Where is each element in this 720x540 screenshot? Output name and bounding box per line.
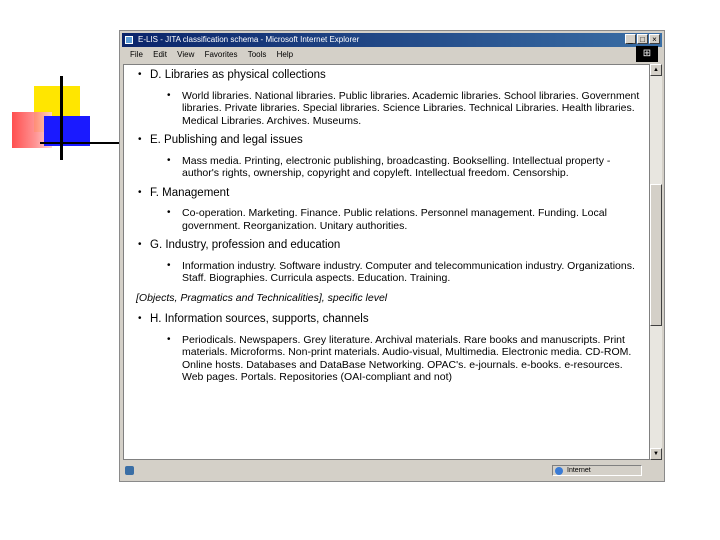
scroll-down-icon[interactable]: ▼ xyxy=(650,448,662,460)
list-item xyxy=(136,187,645,233)
menu-edit[interactable]: Edit xyxy=(153,50,167,59)
window-controls xyxy=(625,34,660,44)
globe-icon xyxy=(555,467,563,475)
page-content xyxy=(123,64,650,460)
section-list-2 xyxy=(136,313,645,384)
menu-bar xyxy=(122,48,662,62)
list-item xyxy=(136,313,645,384)
title-bar xyxy=(122,33,662,47)
list-item xyxy=(136,69,645,127)
decor-vertical-line xyxy=(60,76,63,160)
security-zone xyxy=(552,465,642,476)
close-button[interactable]: × xyxy=(649,34,660,44)
section-heading: D. Libraries as physical collections xyxy=(150,69,326,81)
section-list xyxy=(136,69,645,285)
ie-icon xyxy=(125,36,133,44)
section-detail: • Mass media. Printing, electronic publishing, broadcasting. Bookselling. Intellectual property - author's rights, ownership, copyright and copyleft. Intellectual freedom. Censorship. xyxy=(150,155,645,180)
browser-window xyxy=(119,30,665,482)
maximize-button[interactable]: □ xyxy=(637,34,648,44)
menu-help[interactable]: Help xyxy=(276,50,294,59)
windows-logo-icon: ⊞ xyxy=(636,46,658,62)
section-heading: F. Management xyxy=(150,186,230,199)
page-status-icon xyxy=(125,466,134,475)
section-detail: • Information industry. Software industry. Computer and telecommunication industry. Organizations. Staff. Biographies. Curricula aspects. Education. Training. xyxy=(150,260,645,285)
section-detail: • Periodicals. Newspapers. Grey literature. Archival materials. Rare books and manuscripts. Print materials. Microforms. Non-print materials. Audio-visual, Multimedia. Electronic media. CD-ROM. Online hosts. Databases and DataBase Networking. OPAC's. e-journals. e-books. e-resources. Web pages. Portals. Repositories (OAI-compliant and not) xyxy=(150,334,645,384)
scroll-up-icon[interactable]: ▲ xyxy=(650,64,662,76)
section-heading: H. Information sources, supports, channels xyxy=(150,313,369,325)
list-item xyxy=(136,239,645,285)
section-heading: G. Industry, profession and education xyxy=(150,239,341,251)
status-bar xyxy=(122,463,662,479)
decor-horizontal-line xyxy=(40,142,122,144)
menu-tools[interactable]: Tools xyxy=(247,50,267,59)
zone-label: Internet xyxy=(567,467,591,474)
menu-view[interactable]: View xyxy=(177,50,195,59)
scroll-thumb[interactable] xyxy=(650,184,662,326)
list-item xyxy=(136,134,645,180)
menu-favorites[interactable]: Favorites xyxy=(204,50,238,59)
level-note: [Objects, Pragmatics and Technicalities], specific level xyxy=(136,291,388,304)
vertical-scrollbar[interactable] xyxy=(650,64,662,460)
minimize-button[interactable]: _ xyxy=(625,34,636,44)
section-detail: • World libraries. National libraries. Public libraries. Academic libraries. School libraries. Government libraries. Private libraries. Special libraries. Science Libraries. Technical Libraries. Health libraries. Medical Libraries. Archives. Museums. xyxy=(150,90,645,128)
menu-file[interactable]: File xyxy=(130,50,143,59)
section-heading: E. Publishing and legal issues xyxy=(150,134,303,146)
window-title: E-LIS - JITA classification schema - Microsoft Internet Explorer xyxy=(138,35,360,44)
section-detail: • Co-operation. Marketing. Finance. Public relations. Personnel management. Funding. Local government. Reorganization. Unitary authorities. xyxy=(150,207,645,232)
